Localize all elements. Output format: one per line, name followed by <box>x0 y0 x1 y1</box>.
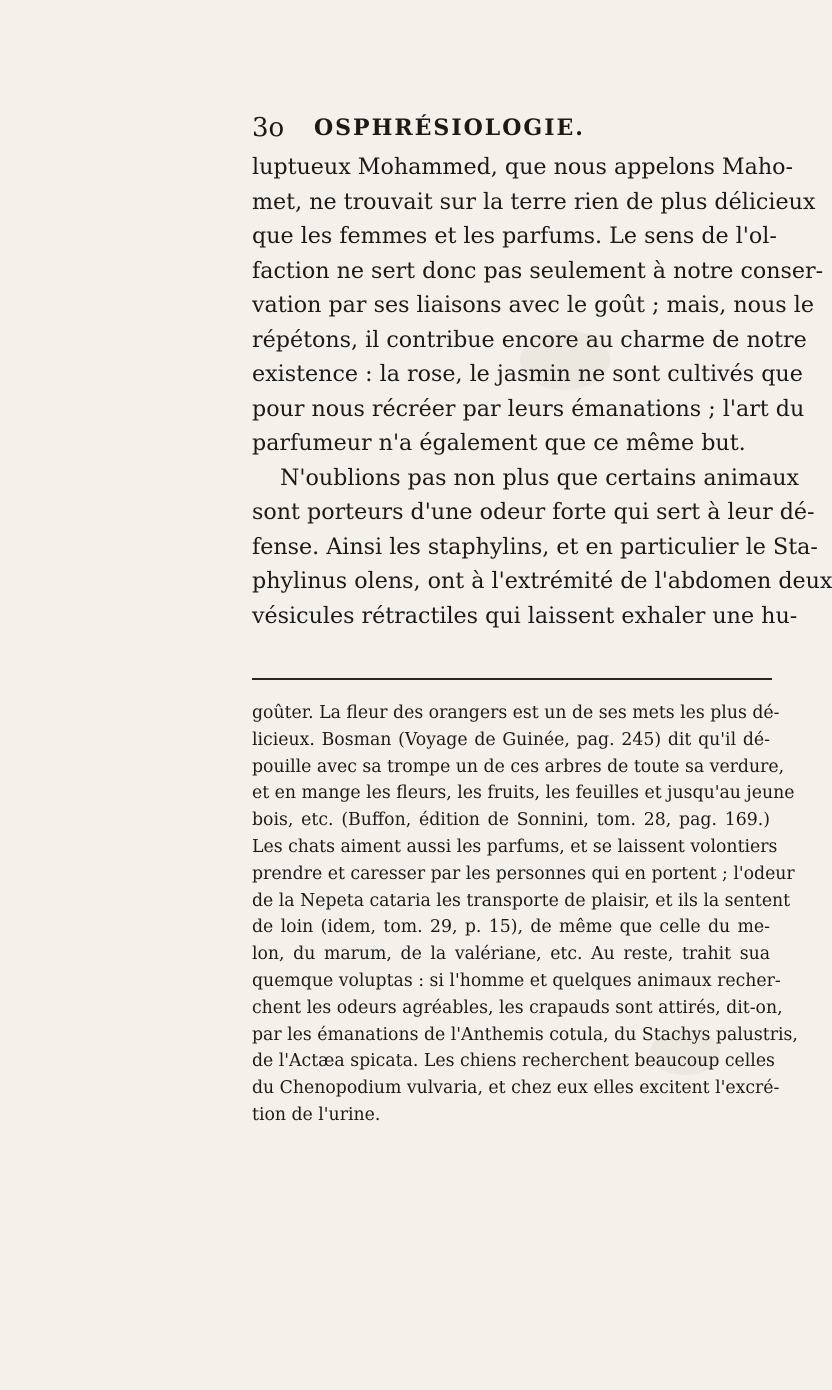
text-line: existence : la rose, le jasmin ne sont cultivés que <box>252 361 803 387</box>
text-line: vésicules rétractiles qui laissent exhaler une hu- <box>252 602 798 629</box>
text-line: parfumeur n'a également que ce même but. <box>252 430 746 456</box>
footnote-line: licieux. Bosman (Voyage de Guinée, pag. 245) dit qu'il dé- <box>252 729 770 750</box>
footnote-line: pouille avec sa trompe un de ces arbres de toute sa verdure, <box>252 756 785 777</box>
footnote-line: de l'Actæa spicata. Les chiens recherchent beaucoup celles <box>252 1051 775 1072</box>
footnote-line: goûter. La fleur des orangers est un de ses mets les plus dé- <box>252 703 780 723</box>
footnote-line: bois, etc. (Buffon, édition de Sonnini, tom. 28, pag. 169.) <box>252 810 770 831</box>
footnote-line: prendre et caresser par les personnes qui en portent ; l'odeur <box>252 863 795 884</box>
main-text <box>252 150 832 633</box>
running-head <box>252 110 772 146</box>
footnote-line: par les émanations de l'Anthemis cotula, du Stachys palustris, <box>252 1024 798 1045</box>
footnote-separator <box>252 678 772 680</box>
text-line: N'oublions pas non plus que certains animaux <box>280 464 800 491</box>
footnote-line: et en mange les fleurs, les fruits, les feuilles et jusqu'au jeune <box>252 783 795 804</box>
text-line: répétons, il contribue encore au charme de notre <box>252 326 807 353</box>
text-line: met, ne trouvait sur la terre rien de plus délicieux <box>252 188 816 215</box>
text-line: sont porteurs d'une odeur forte qui sert à leur dé- <box>252 499 815 525</box>
footnote <box>252 700 798 1129</box>
running-title: OSPHRÉSIOLOGIE. <box>314 115 585 141</box>
footnote-line: quemque voluptas : si l'homme et quelques animaux recher- <box>252 970 781 991</box>
footnote-line: lon, du marum, de la valériane, etc. Au reste, trahit sua <box>252 944 770 965</box>
page-number: 3o <box>252 113 285 143</box>
text-line: faction ne sert donc pas seulement à notre conser- <box>252 257 824 284</box>
footnote-line: du Chenopodium vulvaria, et chez eux elles excitent l'excré- <box>252 1078 780 1099</box>
text-line: vation par ses liaisons avec le goût ; mais, nous le <box>252 292 814 318</box>
text-line: pour nous récréer par leurs émanations ; l'art du <box>252 395 805 422</box>
text-line: phylinus olens, ont à l'extrémité de l'abdomen deux <box>252 568 832 594</box>
text-line: fense. Ainsi les staphylins, et en particulier le Sta- <box>252 533 818 560</box>
footnote-line: de loin (idem, tom. 29, p. 15), de même que celle du me- <box>252 917 770 938</box>
footnote-line: Les chats aiment aussi les parfums, et se laissent volontiers <box>252 836 778 857</box>
footnote-line: chent les odeurs agréables, les crapauds sont attirés, dit-on, <box>252 997 783 1018</box>
footnote-line: de la Nepeta cataria les transporte de plaisir, et ils la sentent <box>252 890 791 911</box>
text-line: que les femmes et les parfums. Le sens de l'ol- <box>252 223 777 249</box>
text-line: luptueux Mohammed, que nous appelons Maho- <box>252 154 793 180</box>
footnote-line: tion de l'urine. <box>252 1104 381 1125</box>
